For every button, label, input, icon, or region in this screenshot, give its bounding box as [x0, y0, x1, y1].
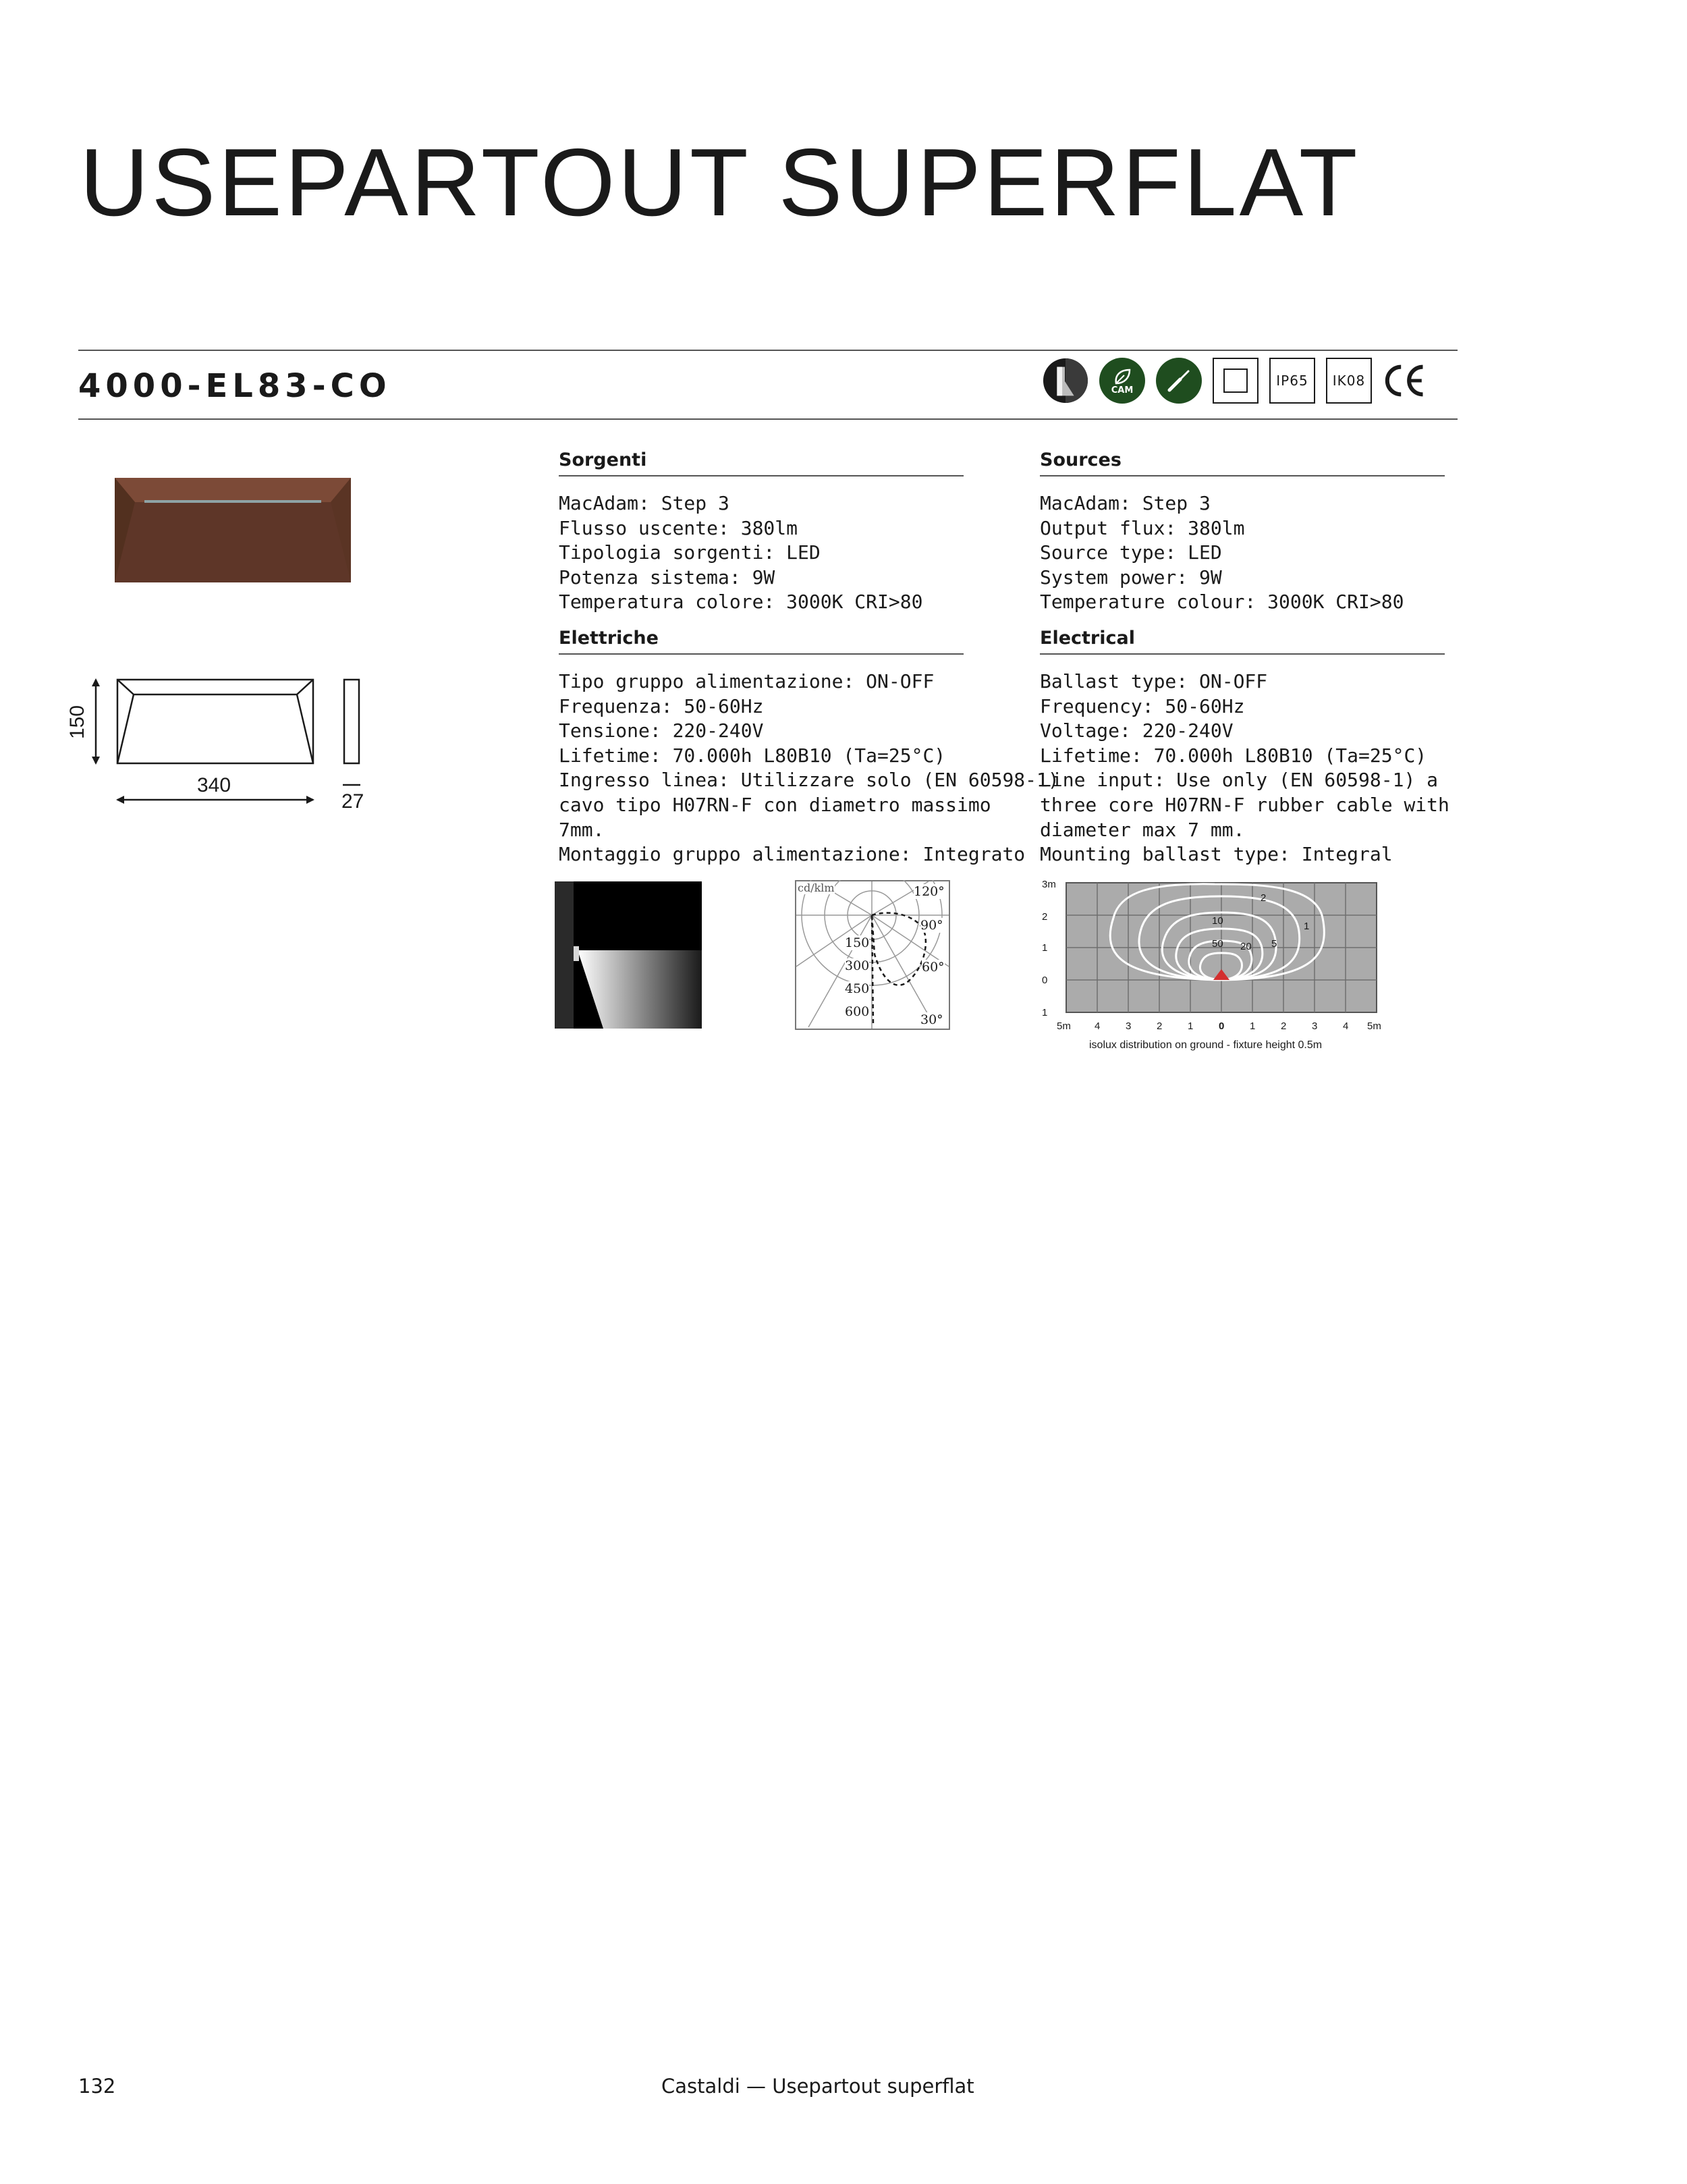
top-rule — [78, 350, 1458, 351]
spec-line: cavo tipo H07RN-F con diametro massimo — [559, 793, 991, 816]
isolux-contour-label: 2 — [1261, 892, 1267, 904]
italian-specs — [559, 451, 964, 615]
page-title: USEPARTOUT SUPERFLAT — [80, 129, 1360, 236]
spec-line: Flusso uscente: 380lm — [559, 516, 798, 539]
dimension-height-label: 150 — [66, 705, 89, 740]
italian-electrical — [559, 628, 1059, 867]
dimension-width-label: 340 — [197, 774, 231, 796]
polar-radial-label: 300 — [845, 958, 870, 973]
spec-line: Tipologia sorgenti: LED — [559, 541, 821, 564]
cam-leaf-icon — [1099, 358, 1145, 404]
light-class-icon — [1043, 358, 1088, 404]
spec-line: Temperature colour: 3000K CRI>80 — [1040, 591, 1404, 613]
spec-line: Ballast type: ON-OFF — [1040, 670, 1268, 692]
isolux-x-label: 2 — [1157, 1020, 1163, 1032]
isolux-x-label: 3 — [1126, 1020, 1132, 1032]
isolux-contour-label: 50 — [1212, 938, 1223, 950]
isolux-chart — [1039, 877, 1397, 1060]
spec-line: Temperatura colore: 3000K CRI>80 — [559, 591, 923, 613]
polar-angle-label: 60° — [922, 960, 945, 975]
section-heading-electrical: Electrical — [1040, 629, 1445, 655]
class-ii-square-icon — [1213, 358, 1259, 404]
polar-light-distribution-chart — [795, 880, 950, 1030]
isolux-contour-label: 5 — [1271, 938, 1277, 950]
dimension-drawing — [65, 672, 375, 820]
electrical-list — [1040, 670, 1449, 867]
dimension-depth-label: 27 — [341, 790, 364, 813]
spec-line: Potenza sistema: 9W — [559, 566, 775, 589]
product-photo — [115, 478, 351, 582]
certification-icons — [1043, 358, 1429, 404]
spec-line: Output flux: 380lm — [1040, 516, 1245, 539]
polar-unit-label: cd/klm — [798, 881, 835, 894]
isolux-x-label: 3 — [1312, 1020, 1318, 1032]
isolux-contour-label: 20 — [1240, 941, 1252, 952]
isolux-y-label: 3m — [1042, 879, 1056, 890]
cam-label: CAM — [1111, 385, 1134, 395]
isolux-y-label: 1 — [1042, 942, 1048, 954]
polar-radial-label: 450 — [845, 981, 870, 996]
section-heading-sorgenti: Sorgenti — [559, 451, 964, 476]
spec-line: Tipo gruppo alimentazione: ON-OFF — [559, 670, 935, 692]
product-code: 4000-EL83-CO — [78, 367, 391, 405]
section-heading-sources: Sources — [1040, 451, 1445, 476]
isolux-caption: isolux distribution on ground - fixture height 0.5m — [1089, 1039, 1323, 1051]
polar-radial-label: 150 — [845, 935, 870, 950]
ip-rating-badge: IP65 — [1269, 358, 1315, 404]
isolux-y-label: 2 — [1042, 911, 1048, 923]
isolux-contour-label: 10 — [1212, 915, 1223, 927]
isolux-x-label: 1 — [1188, 1020, 1194, 1032]
sources-list — [1040, 491, 1445, 615]
spec-line: Ingresso linea: Utilizzare solo (EN 60598-1) — [559, 769, 1059, 792]
spec-line: diameter max 7 mm. — [1040, 818, 1245, 841]
elettriche-list — [559, 670, 1059, 867]
footer-title: Castaldi — Usepartout superflat — [661, 2075, 974, 2098]
spec-line: Voltage: 220-240V — [1040, 719, 1234, 742]
spec-line: Montaggio gruppo alimentazione: Integrato — [559, 843, 1026, 866]
spec-line: MacAdam: Step 3 — [1040, 492, 1211, 514]
polar-angle-label: 90° — [920, 918, 943, 933]
isolux-x-label: 4 — [1095, 1020, 1101, 1032]
polar-angle-label: 30° — [920, 1012, 943, 1027]
ce-mark-icon — [1383, 358, 1429, 404]
spec-line: Frequency: 50-60Hz — [1040, 694, 1245, 717]
spec-line: Mounting ballast type: Integral — [1040, 843, 1393, 866]
isolux-x-label: 5m — [1057, 1020, 1071, 1032]
spec-line: Lifetime: 70.000h L80B10 (Ta=25°C) — [559, 744, 946, 767]
isolux-y-label: 0 — [1042, 975, 1048, 986]
spec-line: System power: 9W — [1040, 566, 1222, 589]
polar-radial-label: 600 — [845, 1004, 870, 1019]
isolux-contour-label: 1 — [1304, 921, 1310, 932]
section-heading-elettriche: Elettriche — [559, 629, 964, 655]
spec-line: three core H07RN-F rubber cable with — [1040, 793, 1449, 816]
spec-line: Source type: LED — [1040, 541, 1222, 564]
english-specs — [1040, 451, 1445, 615]
spec-line: Lifetime: 70.000h L80B10 (Ta=25°C) — [1040, 744, 1427, 767]
sorgenti-list — [559, 491, 964, 615]
spec-line: Line input: Use only (EN 60598-1) a — [1040, 769, 1439, 792]
spec-line: Frequenza: 50-60Hz — [559, 694, 764, 717]
isolux-x-label: 2 — [1281, 1020, 1287, 1032]
english-electrical — [1040, 628, 1449, 867]
spec-line: MacAdam: Step 3 — [559, 492, 729, 514]
isolux-x-label: 0 — [1219, 1020, 1225, 1032]
isolux-y-label: 1 — [1042, 1007, 1048, 1018]
bottom-rule — [78, 418, 1458, 420]
isolux-x-label: 5m — [1367, 1020, 1381, 1032]
light-emission-image — [555, 881, 702, 1029]
spec-line: 7mm. — [559, 818, 605, 841]
polar-angle-label: 120° — [914, 884, 945, 899]
isolux-x-label: 4 — [1343, 1020, 1349, 1032]
page-number: 132 — [78, 2075, 116, 2098]
screwdriver-icon — [1156, 358, 1202, 404]
spec-line: Tensione: 220-240V — [559, 719, 764, 742]
ik-rating-badge: IK08 — [1326, 358, 1372, 404]
isolux-x-label: 1 — [1250, 1020, 1256, 1032]
